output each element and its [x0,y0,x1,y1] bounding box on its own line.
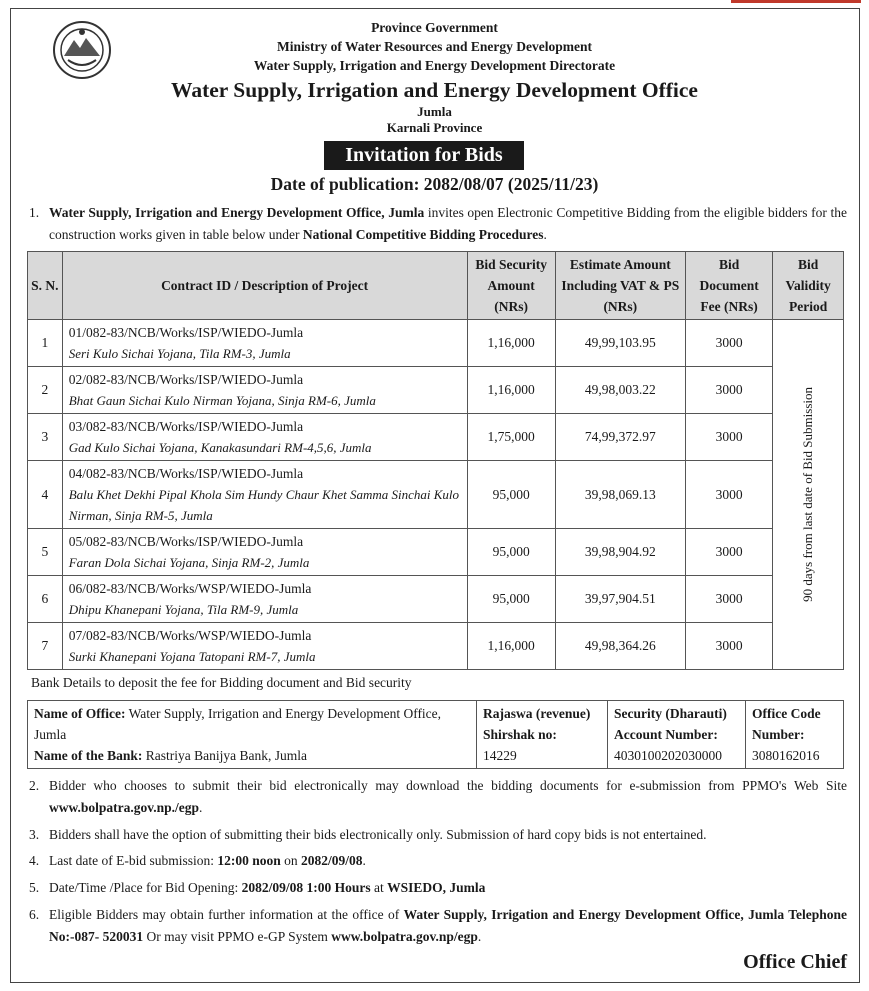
bank-name-value: Rastriya Banijya Bank, Jumla [142,748,307,763]
point-text-mid: on [280,853,301,868]
row-description [62,320,467,367]
office-code-cell [746,701,844,769]
project-name: Bhat Gaun Sichai Kulo Nirman Yojana, Sinja RM-6, Jumla [68,393,376,408]
point-number: 6. [29,907,40,922]
office-contact: Water Supply, Irrigation and Energy Development Office, Jumla Telephone No:-087- 520031 [49,907,847,944]
row-sn: 7 [28,623,63,670]
bolpatra-link[interactable]: www.bolpatra.gov.np./egp [49,800,200,815]
point-text: Last date of E-bid submission: [49,853,218,868]
document-fee: 3000 [685,320,773,367]
document-fee: 3000 [685,623,773,670]
intro-procedure: National Competitive Bidding Procedures [302,227,544,242]
bid-security: 95,000 [467,576,555,623]
header-validity: Bid Validity Period [773,252,844,320]
estimate-amount: 49,98,364.26 [555,623,685,670]
header-doc-fee: Bid Document Fee (NRs) [685,252,773,320]
row-description [62,461,467,529]
document-fee: 3000 [685,367,773,414]
table-row [28,414,844,461]
project-name: Balu Khet Dekhi Pipal Khola Sim Hundy Chaur Khet Samma Sinchai Kulo Nirman, Sinja RM-5, Jumla [68,487,460,523]
contract-id: 07/082-83/NCB/Works/WSP/WIEDO-Jumla [68,628,312,643]
estimate-amount: 39,97,904.51 [555,576,685,623]
point-number: 1. [29,205,40,220]
point-text: Bidder who chooses to submit their bid electronically may download the bidding documents for e-submission from PPMO's Web Site [49,778,847,793]
row-sn: 2 [28,367,63,414]
project-name: Faran Dola Sichai Yojana, Sinja RM-2, Jumla [68,555,310,570]
document-fee: 3000 [685,461,773,529]
table-row [28,320,844,367]
row-sn: 6 [28,576,63,623]
point-text: Eligible Bidders may obtain further information at the office of [49,907,404,922]
point-2 [29,775,847,819]
point-text-mid: at [370,880,388,895]
table-row [28,367,844,414]
estimate-amount: 49,99,103.95 [555,320,685,367]
estimate-amount: 49,98,003.22 [555,367,685,414]
bank-details-table [27,700,844,769]
contract-id: 02/082-83/NCB/Works/ISP/WIEDO-Jumla [68,372,304,387]
validity-text: 90 days from last date of Bid Submission [800,387,816,602]
directorate-label: Water Supply, Irrigation and Energy Development Directorate [253,58,616,73]
bid-security: 1,75,000 [467,414,555,461]
ministry-label: Ministry of Water Resources and Energy Development [277,39,592,54]
bank-name-label: Name of the Bank: [34,748,143,763]
office-name-value: Water Supply, Irrigation and Energy Development Office, Jumla [34,706,442,742]
intro-office: Water Supply, Irrigation and Energy Development Office, Jumla [49,205,425,220]
point-3 [29,824,847,846]
document-fee: 3000 [685,414,773,461]
validity-cell [773,320,844,670]
bid-security: 1,16,000 [467,367,555,414]
bids-table [27,251,844,670]
row-description [62,529,467,576]
point-end: . [199,800,203,815]
province-label: Karnali Province [386,120,483,135]
row-sn: 3 [28,414,63,461]
bid-security: 1,16,000 [467,320,555,367]
row-sn: 4 [28,461,63,529]
intro-paragraph [29,202,847,246]
submission-time: 12:00 noon [217,853,281,868]
header-bid-security: Bid Security Amount (NRs) [467,252,555,320]
project-name: Seri Kulo Sichai Yojana, Tila RM-3, Jumla [68,346,291,361]
office-bank-cell [28,701,477,769]
point-end: . [477,929,482,944]
row-description [62,623,467,670]
point-text: Bidders shall have the option of submitting their bids electronically only. Submission of hard copy bids is not entertained. [49,827,707,842]
header-description: Contract ID / Description of Project [62,252,467,320]
submission-date: 2082/09/08 [301,853,363,868]
security-account-value: 4030100202030000 [614,748,722,763]
invitation-banner: Invitation for Bids [324,141,524,170]
estimate-amount: 39,98,069.13 [555,461,685,529]
point-5 [29,877,847,899]
rajaswa-value: 14229 [483,748,517,763]
estimate-amount: 74,99,372.97 [555,414,685,461]
row-description [62,576,467,623]
point-4 [29,850,847,872]
province-government-label: Province Government [371,20,498,35]
row-sn: 1 [28,320,63,367]
contract-id: 04/082-83/NCB/Works/ISP/WIEDO-Jumla [68,466,304,481]
estimate-amount: 39,98,904.92 [555,529,685,576]
row-description [62,414,467,461]
point-number: 5. [29,880,40,895]
security-account-label: Security (Dharauti) Account Number: [614,706,727,742]
header-estimate: Estimate Amount Including VAT & PS (NRs) [555,252,685,320]
opening-place: WSIEDO, Jumla [387,880,486,895]
row-sn: 5 [28,529,63,576]
security-account-cell [608,701,746,769]
office-title: Water Supply, Irrigation and Energy Development Office [171,78,698,102]
point-6 [29,904,847,948]
publication-date: Date of publication: 2082/08/07 (2025/11/23) [270,174,599,194]
bank-details-heading: Bank Details to deposit the fee for Bidding document and Bid security [31,675,412,690]
table-row [28,461,844,529]
project-name: Surki Khanepani Yojana Tatopani RM-7, Jumla [68,649,316,664]
egp-link[interactable]: www.bolpatra.gov.np/egp [331,929,478,944]
contract-id: 06/082-83/NCB/Works/WSP/WIEDO-Jumla [68,581,312,596]
document-fee: 3000 [685,576,773,623]
point-number: 2. [29,778,40,793]
rajaswa-cell [477,701,608,769]
contract-id: 01/082-83/NCB/Works/ISP/WIEDO-Jumla [68,325,304,340]
point-text-mid: Or may visit PPMO e-GP System [143,929,332,944]
office-code-label: Office Code Number: [752,706,821,742]
point-number: 4. [29,853,40,868]
point-number: 3. [29,827,40,842]
office-name-label: Name of Office: [34,706,126,721]
office-location: Jumla [417,104,452,119]
table-row [28,623,844,670]
point-text: Date/Time /Place for Bid Opening: [49,880,242,895]
intro-end: . [543,227,547,242]
contract-id: 05/082-83/NCB/Works/ISP/WIEDO-Jumla [68,534,304,549]
table-row [28,576,844,623]
top-accent-bar [731,0,861,3]
rajaswa-label: Rajaswa (revenue) Shirshak no: [483,706,591,742]
project-name: Gad Kulo Sichai Yojana, Kanakasundari RM-4,5,6, Jumla [68,440,372,455]
project-name: Dhipu Khanepani Yojana, Tila RM-9, Jumla [68,602,299,617]
row-description [62,367,467,414]
document-fee: 3000 [685,529,773,576]
office-chief-signature: Office Chief [743,951,847,973]
bid-security: 1,16,000 [467,623,555,670]
contract-id: 03/082-83/NCB/Works/ISP/WIEDO-Jumla [68,419,304,434]
office-code-value: 3080162016 [752,748,820,763]
bid-security: 95,000 [467,461,555,529]
table-row [28,529,844,576]
point-end: . [362,853,366,868]
opening-datetime: 2082/09/08 1:00 Hours [241,880,371,895]
header-sn: S. N. [28,252,63,320]
bid-security: 95,000 [467,529,555,576]
intro-text: invites open Electronic Competitive Bidding from the eligible bidders for the construction works given in table below under [49,205,848,242]
